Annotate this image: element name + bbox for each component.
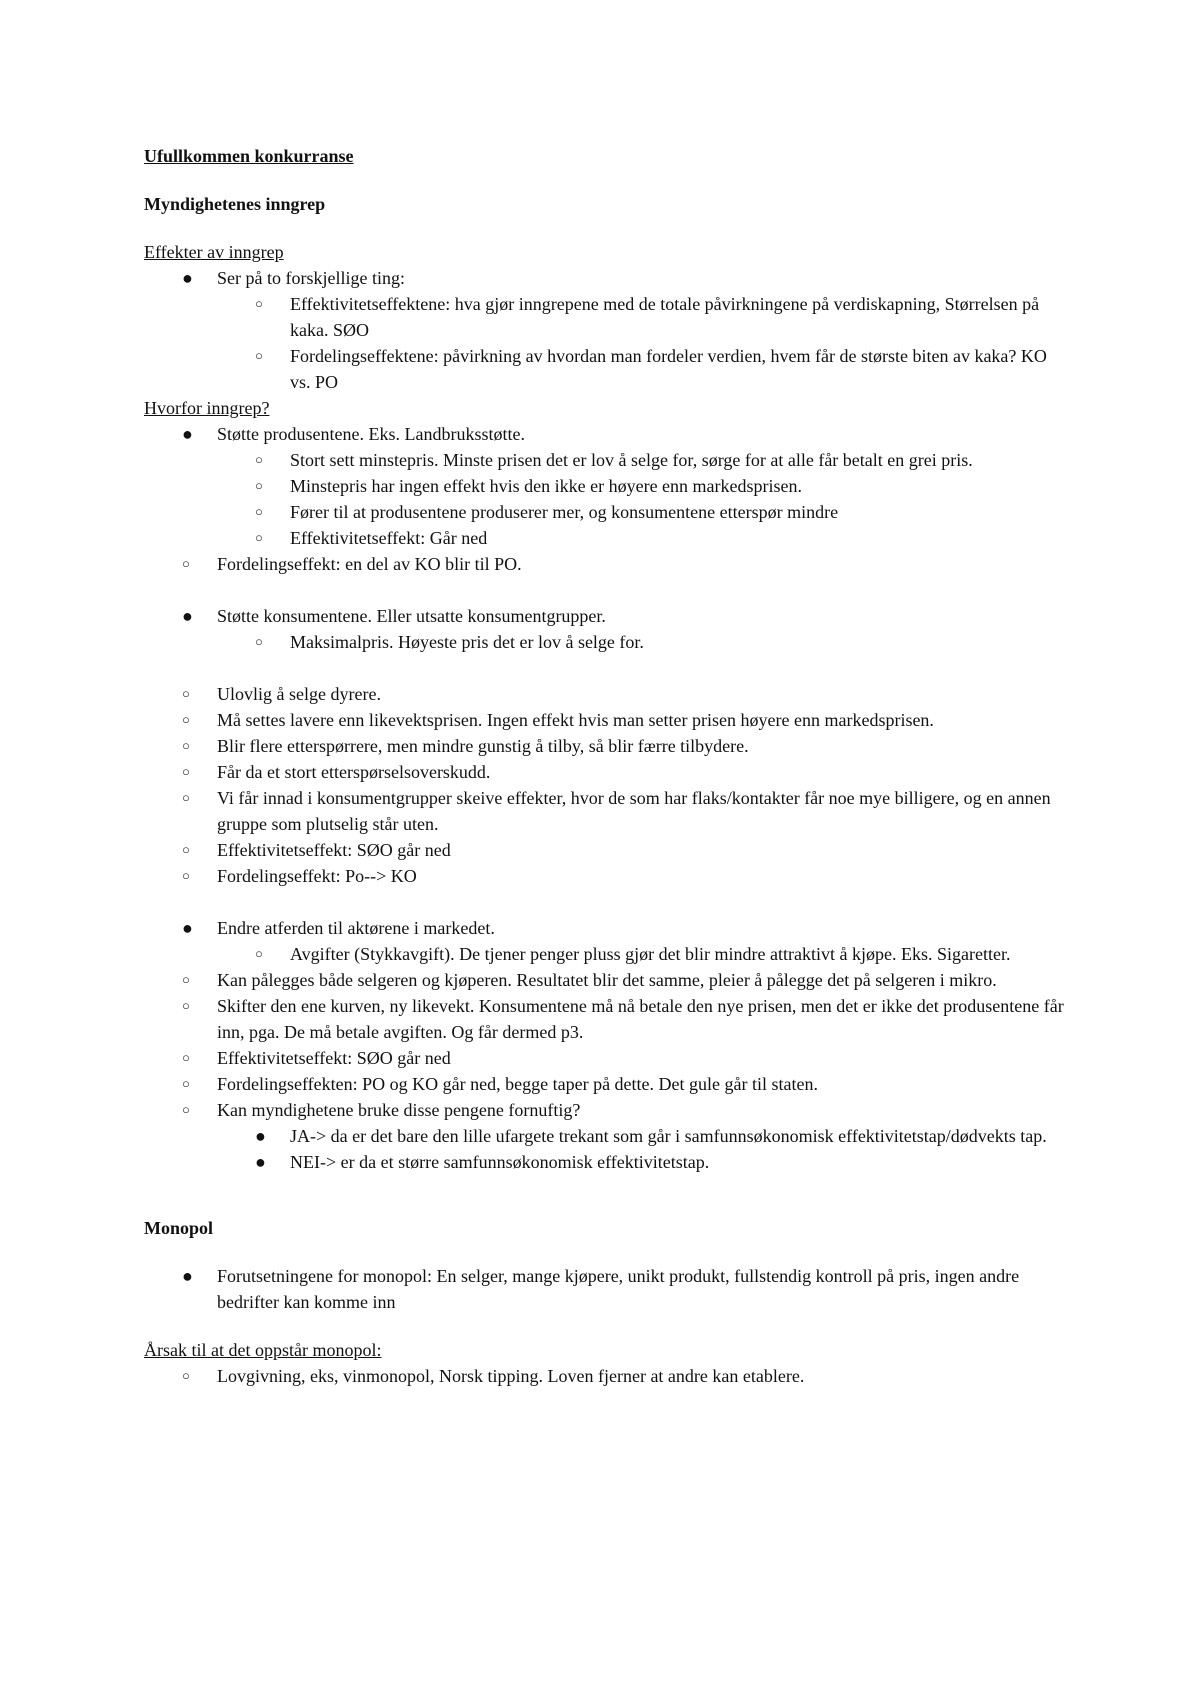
bullet-icon: ●: [182, 1266, 193, 1286]
list-item: ○ Maksimalpris. Høyeste pris det er lov å selge for.: [144, 629, 1064, 655]
circle-bullet-icon: ○: [182, 1368, 190, 1383]
bullet-icon: ●: [255, 1152, 266, 1172]
list-item: ○ Effektivitetseffektene: hva gjør inngrepene med de totale påvirkningene på verdiskapning, Størrelsen på kaka. SØO: [144, 291, 1064, 343]
circle-bullet-icon: ○: [182, 738, 190, 753]
list-item: ○ Ulovlig å selge dyrere.: [144, 681, 1064, 707]
circle-bullet-icon: ○: [255, 504, 263, 519]
circle-bullet-icon: ○: [182, 998, 190, 1013]
list-item: ○ Må settes lavere enn likevektsprisen. Ingen effekt hvis man setter prisen høyere enn markedsprisen.: [144, 707, 1064, 733]
list-item: ○ Fordelingseffekten: PO og KO går ned, begge taper på dette. Det gule går til staten.: [144, 1071, 1064, 1097]
circle-bullet-icon: ○: [182, 972, 190, 987]
list-item: ○ Fører til at produsentene produserer mer, og konsumentene etterspør mindre: [144, 499, 1064, 525]
document-title: Ufullkommen konkurranse: [144, 146, 354, 166]
section-heading-myndighetenes-inngrep: Myndighetenes inngrep: [144, 194, 326, 214]
list-item: ○ Får da et stort etterspørselsoverskudd.: [144, 759, 1064, 785]
circle-bullet-icon: ○: [182, 686, 190, 701]
list-item: ○ Effektivitetseffekt: SØO går ned: [144, 1045, 1064, 1071]
circle-bullet-icon: ○: [182, 556, 190, 571]
bullet-icon: ●: [255, 1126, 266, 1146]
list-item: ○ Fordelingseffektene: påvirkning av hvordan man fordeler verdien, hvem får de største biten av kaka? KO vs. PO: [144, 343, 1064, 395]
list-item: ● Ser på to forskjellige ting:: [144, 265, 1064, 291]
circle-bullet-icon: ○: [182, 1050, 190, 1065]
list-item: ○ Stort sett minstepris. Minste prisen det er lov å selge for, sørge for at alle får betalt en grei pris.: [144, 447, 1064, 473]
list-item: ○ Minstepris har ingen effekt hvis den ikke er høyere enn markedsprisen.: [144, 473, 1064, 499]
bullet-icon: ●: [182, 918, 193, 938]
circle-bullet-icon: ○: [182, 764, 190, 779]
circle-bullet-icon: ○: [182, 790, 190, 805]
list-item: ○ Kan pålegges både selgeren og kjøperen. Resultatet blir det samme, pleier å pålegge det på selgeren i mikro.: [144, 967, 1064, 993]
document-body: [144, 143, 1064, 1389]
circle-bullet-icon: ○: [182, 868, 190, 883]
circle-bullet-icon: ○: [255, 452, 263, 467]
list-item: ● JA-> da er det bare den lille ufargete trekant som går i samfunnsøkonomisk effektivitetstap/dødvekts tap.: [144, 1123, 1064, 1149]
circle-bullet-icon: ○: [255, 348, 263, 363]
list-item: ● NEI-> er da et større samfunnsøkonomisk effektivitetstap.: [144, 1149, 1064, 1175]
list-item: ● Forutsetningene for monopol: En selger, mange kjøpere, unikt produkt, fullstendig kontroll på pris, ingen andre bedrifter kan komme inn: [144, 1263, 1064, 1315]
circle-bullet-icon: ○: [182, 712, 190, 727]
subheading-arsak: Årsak til at det oppstår monopol:: [144, 1340, 382, 1360]
list-item: ● Støtte konsumentene. Eller utsatte konsumentgrupper.: [144, 603, 1064, 629]
list-item: ○ Skifter den ene kurven, ny likevekt. Konsumentene må nå betale den nye prisen, men det er ikke det produsentene får inn, pga. De må betale avgiften. Og får dermed p3.: [144, 993, 1064, 1045]
list-item: ○ Effektivitetseffekt: Går ned: [144, 525, 1064, 551]
list-item: ○ Fordelingseffekt: Po--> KO: [144, 863, 1064, 889]
list-item: ○ Blir flere etterspørrere, men mindre gunstig å tilby, så blir færre tilbydere.: [144, 733, 1064, 759]
circle-bullet-icon: ○: [255, 634, 263, 649]
circle-bullet-icon: ○: [182, 842, 190, 857]
circle-bullet-icon: ○: [255, 296, 263, 311]
list-item: ○ Lovgivning, eks, vinmonopol, Norsk tipping. Loven fjerner at andre kan etablere.: [144, 1363, 1064, 1389]
bullet-icon: ●: [182, 424, 193, 444]
list-item: ○ Avgifter (Stykkavgift). De tjener penger pluss gjør det blir mindre attraktivt å kjøpe. Eks. Sigaretter.: [144, 941, 1064, 967]
list-item: ○ Kan myndighetene bruke disse pengene fornuftig?: [144, 1097, 1064, 1123]
list-item: ○ Vi får innad i konsumentgrupper skeive effekter, hvor de som har flaks/kontakter får noe mye billigere, og en annen gruppe som plutselig står uten.: [144, 785, 1064, 837]
circle-bullet-icon: ○: [182, 1076, 190, 1091]
subheading-effekter: Effekter av inngrep: [144, 242, 284, 262]
list-item: ○ Effektivitetseffekt: SØO går ned: [144, 837, 1064, 863]
section-heading-monopol: Monopol: [144, 1218, 214, 1238]
circle-bullet-icon: ○: [255, 530, 263, 545]
bullet-icon: ●: [182, 606, 193, 626]
list-item: ○ Fordelingseffekt: en del av KO blir til PO.: [144, 551, 1064, 577]
list-item: ● Støtte produsentene. Eks. Landbruksstøtte.: [144, 421, 1064, 447]
subheading-hvorfor-inngrep: Hvorfor inngrep?: [144, 398, 270, 418]
list-item: ● Endre atferden til aktørene i markedet.: [144, 915, 1064, 941]
bullet-icon: ●: [182, 268, 193, 288]
circle-bullet-icon: ○: [255, 478, 263, 493]
circle-bullet-icon: ○: [255, 946, 263, 961]
circle-bullet-icon: ○: [182, 1102, 190, 1117]
